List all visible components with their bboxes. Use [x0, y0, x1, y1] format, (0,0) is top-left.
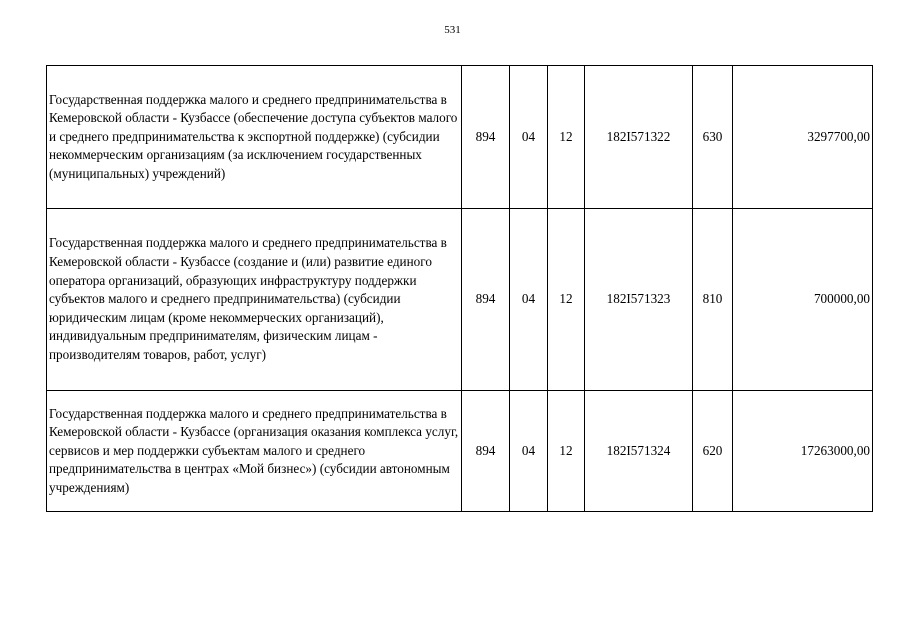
subsection-code: 12: [548, 66, 585, 209]
expense-type-code: 630: [693, 66, 733, 209]
page-number: 531: [444, 24, 461, 36]
amount-value: 3297700,00: [733, 66, 873, 209]
table-row: [47, 209, 873, 391]
section-code: 04: [510, 66, 548, 209]
target-article-code: 182I571323: [585, 209, 693, 391]
section-code: 04: [510, 209, 548, 391]
ministry-code: 894: [462, 66, 510, 209]
expense-type-code: 810: [693, 209, 733, 391]
target-article-code: 182I571322: [585, 66, 693, 209]
ministry-code: 894: [462, 209, 510, 391]
budget-table: [46, 65, 873, 512]
subsection-code: 12: [548, 391, 585, 512]
row-description: Государственная поддержка малого и среднего предпринимательства в Кемеровской области - Кузбассе (создание и (или) развитие единого оператора организаций, образующих инфраструктуру поддержки субъектов малого и среднего предпринимательства) (субсидии юридическим лицам (кроме некоммерческих организаций), индивидуальным предпринимателям, физическим лицам - производителям товаров, работ, услуг): [47, 209, 462, 391]
amount-value: 700000,00: [733, 209, 873, 391]
ministry-code: 894: [462, 391, 510, 512]
row-description: Государственная поддержка малого и среднего предпринимательства в Кемеровской области - Кузбассе (организация оказания комплекса услуг, сервисов и мер поддержки субъектам малого и среднего предпринимательства в центрах «Мой бизнес») (субсидии автономным учреждениям): [47, 391, 462, 512]
table-row: [47, 391, 873, 512]
table-row: [47, 66, 873, 209]
amount-value: 17263000,00: [733, 391, 873, 512]
target-article-code: 182I571324: [585, 391, 693, 512]
section-code: 04: [510, 391, 548, 512]
subsection-code: 12: [548, 209, 585, 391]
row-description: Государственная поддержка малого и среднего предпринимательства в Кемеровской области - Кузбассе (обеспечение доступа субъектов малого и среднего предпринимательства к экспортной поддержке) (субсидии некоммерческим организациям (за исключением государственных (муниципальных) учреждений): [47, 66, 462, 209]
expense-type-code: 620: [693, 391, 733, 512]
